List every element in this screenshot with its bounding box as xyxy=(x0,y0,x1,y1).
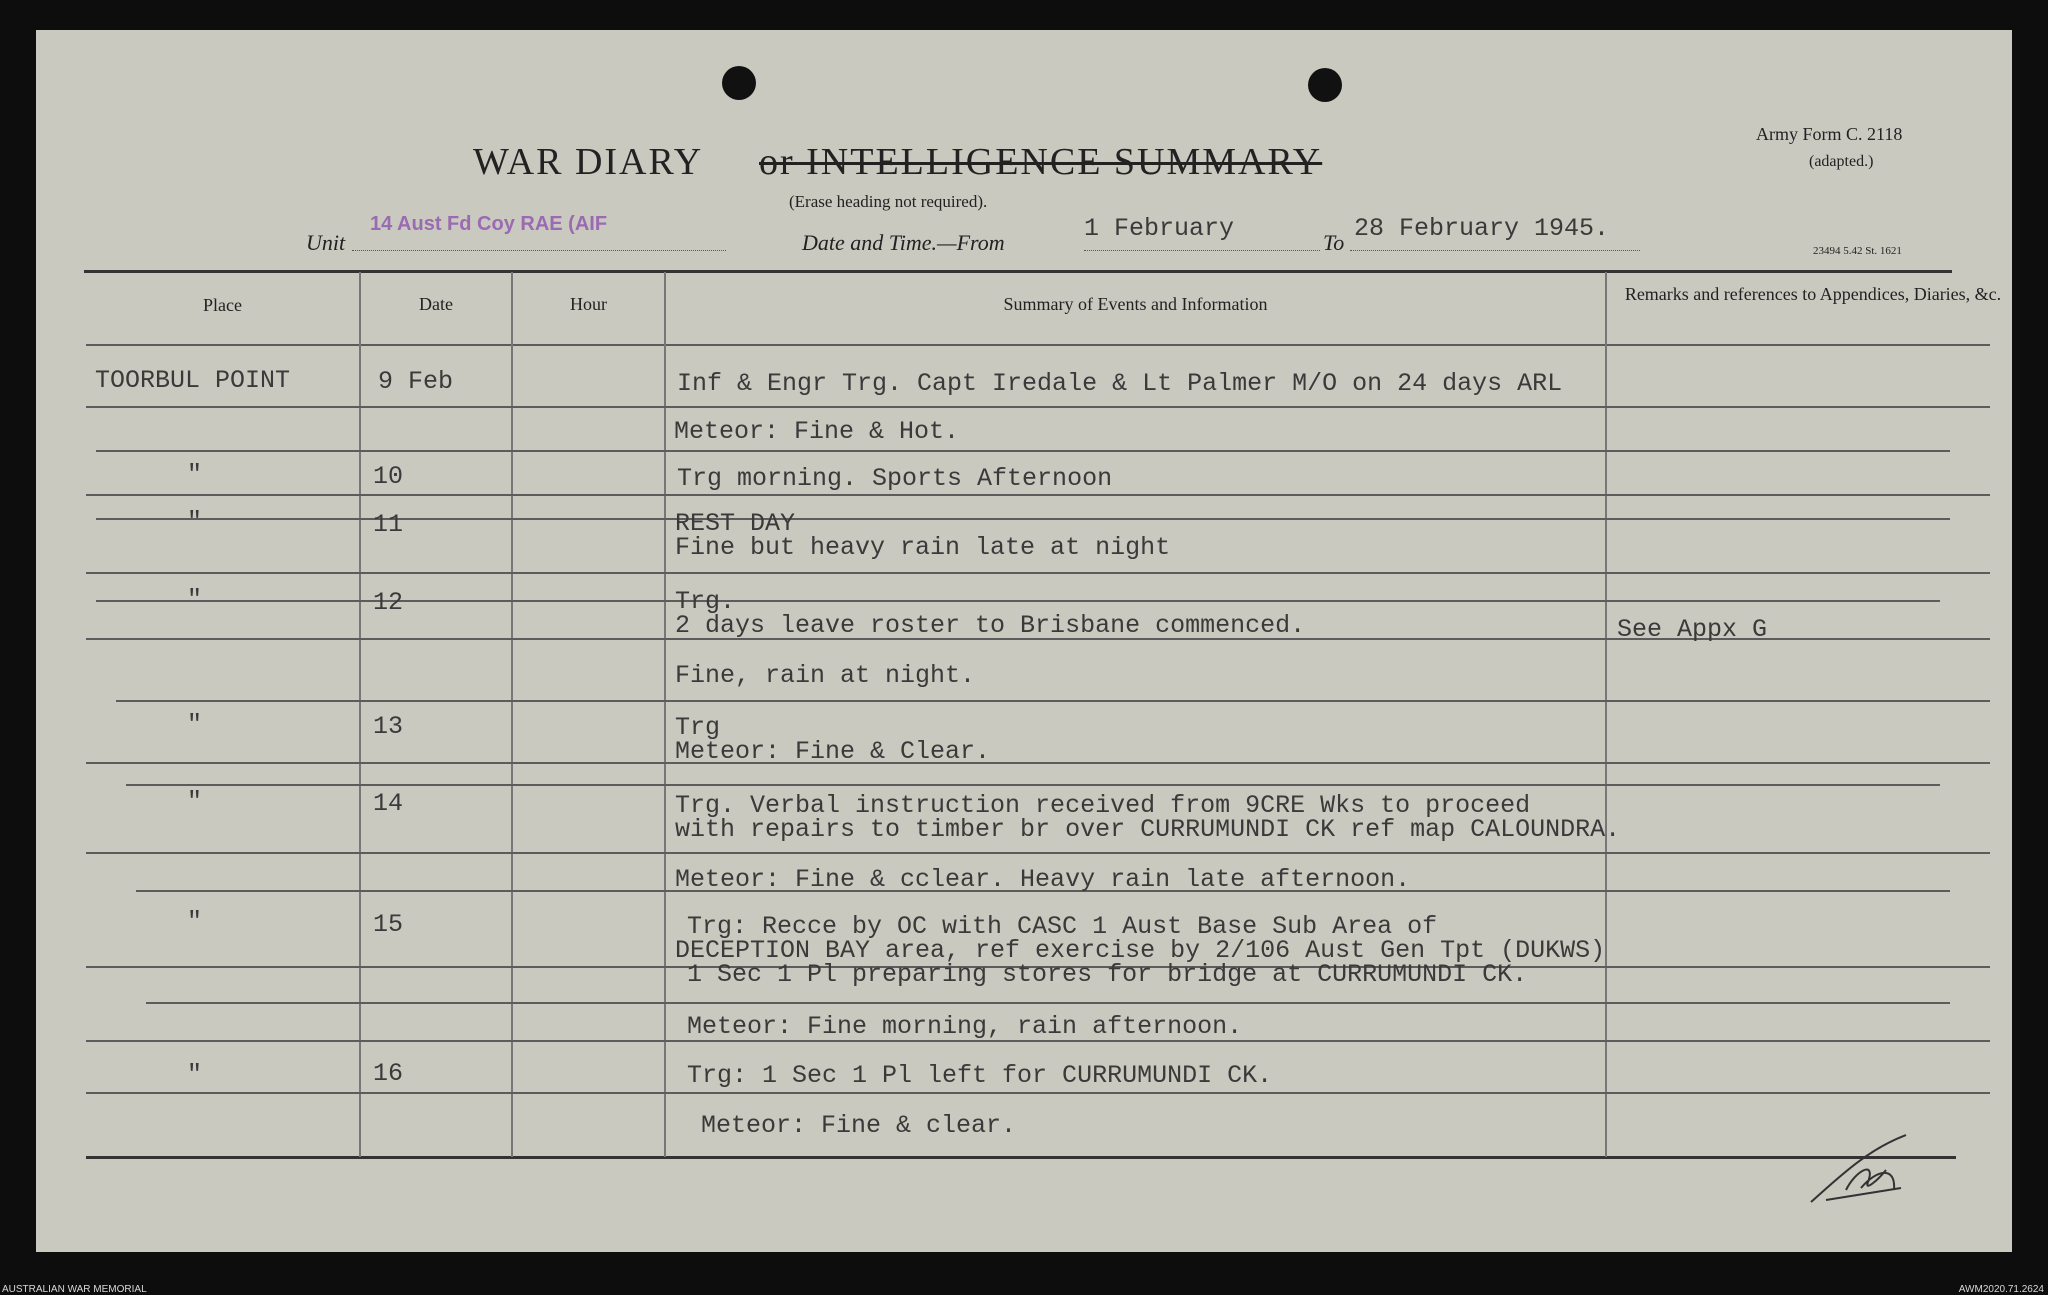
entry-date: 13 xyxy=(373,712,404,741)
column-header-summary: Summary of Events and Information xyxy=(1003,294,1268,314)
column-header-date: Date xyxy=(419,294,453,314)
entry-date: 10 xyxy=(373,462,404,491)
entry-summary-line: Meteor: Fine & clear. xyxy=(701,1111,1017,1140)
column-header-hour: Hour xyxy=(570,294,607,314)
adapted-label: (adapted.) xyxy=(1809,153,1874,170)
footer-right: AWM2020.71.2624 xyxy=(1958,1284,2044,1295)
column-header-place: Place xyxy=(203,295,242,315)
table-bottom-rule xyxy=(86,1156,1956,1159)
entry-place: " xyxy=(187,787,203,816)
punch-hole-right xyxy=(1308,68,1342,102)
entry-date: 14 xyxy=(373,789,404,818)
entry-summary-line: Trg. Verbal instruction received from 9CRE Wks to proceed xyxy=(675,791,1531,820)
entry-place: " xyxy=(187,907,203,936)
entry-summary-line: with repairs to timber br over CURRUMUNDI CK ref map CALOUNDRA. xyxy=(675,815,1621,844)
entry-summary-line: Meteor: Fine & Clear. xyxy=(675,737,991,766)
entry-date: 15 xyxy=(373,910,404,939)
entry-summary-line: Meteor: Fine & Hot. xyxy=(674,417,960,446)
column-divider-2 xyxy=(511,272,513,1157)
row-rule xyxy=(96,450,1950,452)
from-date: 1 February xyxy=(1084,214,1235,243)
entry-summary-line: Trg morning. Sports Afternoon xyxy=(677,464,1113,493)
entry-place: " xyxy=(187,507,203,536)
entry-summary-line: Meteor: Fine morning, rain afternoon. xyxy=(687,1012,1243,1041)
entry-date: 9 Feb xyxy=(378,367,454,396)
unit-label: Unit xyxy=(306,230,346,255)
column-divider-4 xyxy=(1605,272,1607,1157)
to-dotted-line xyxy=(1350,250,1640,251)
signature-mark xyxy=(1806,1130,1916,1210)
entry-place: TOORBUL POINT xyxy=(95,366,291,395)
date-time-label: Date and Time.—From xyxy=(802,230,1005,255)
row-rule xyxy=(86,572,1990,574)
row-rule xyxy=(126,784,1940,786)
entry-place: " xyxy=(187,585,203,614)
entry-place: " xyxy=(187,460,203,489)
entry-place: " xyxy=(187,1060,203,1089)
row-rule xyxy=(116,700,1990,702)
unit-dotted-line xyxy=(352,250,726,251)
entry-summary-line: 1 Sec 1 Pl preparing stores for bridge at CURRUMUNDI CK. xyxy=(687,960,1528,989)
entry-summary-line: Trg: Recce by OC with CASC 1 Aust Base Sub Area of xyxy=(687,912,1438,941)
punch-hole-left xyxy=(722,66,756,100)
column-divider-3 xyxy=(664,272,666,1157)
entry-summary-line: 2 days leave roster to Brisbane commenced. xyxy=(675,611,1306,640)
entry-summary-line: REST DAY xyxy=(675,509,796,538)
row-rule xyxy=(86,762,1990,764)
row-rule xyxy=(86,406,1990,408)
form-title: WAR DIARY xyxy=(473,141,704,183)
footer-left: AUSTRALIAN WAR MEMORIAL xyxy=(2,1284,147,1295)
entry-summary-line: Fine but heavy rain late at night xyxy=(675,533,1171,562)
header-bottom-rule xyxy=(86,344,1990,346)
row-rule xyxy=(86,852,1990,854)
row-rule xyxy=(146,1002,1950,1004)
unit-stamp: 14 Aust Fd Coy RAE (AIF xyxy=(370,213,608,235)
row-rule xyxy=(86,494,1990,496)
struck-title: or INTELLIGENCE SUMMARY xyxy=(759,141,1323,183)
entry-place: " xyxy=(187,710,203,739)
entry-summary-line: Trg. xyxy=(675,587,736,616)
row-rule xyxy=(86,1092,1990,1094)
table-top-rule xyxy=(84,270,1952,273)
entry-remarks: See Appx G xyxy=(1617,615,1768,644)
diary-sheet xyxy=(36,30,2012,1252)
from-dotted-line xyxy=(1084,250,1320,251)
entry-date: 16 xyxy=(373,1059,404,1088)
erase-note: (Erase heading not required). xyxy=(789,192,988,211)
army-form-number: Army Form C. 2118 xyxy=(1756,124,1903,144)
column-header-remarks: Remarks and references to Appendices, Diaries, &c. xyxy=(1624,284,2002,304)
print-code: 23494 5.42 St. 1621 xyxy=(1813,245,1902,257)
entry-summary-line: Fine, rain at night. xyxy=(675,661,976,690)
entry-summary-line: Meteor: Fine & cclear. Heavy rain late afternoon. xyxy=(675,865,1411,894)
entry-summary-line: Inf & Engr Trg. Capt Iredale & Lt Palmer M/O on 24 days ARL xyxy=(677,369,1563,398)
entry-summary-line: Trg: 1 Sec 1 Pl left for CURRUMUNDI CK. xyxy=(687,1061,1273,1090)
entry-date: 11 xyxy=(373,510,404,539)
entry-summary-line: DECEPTION BAY area, ref exercise by 2/106 Aust Gen Tpt (DUKWS) xyxy=(675,936,1606,965)
column-divider-1 xyxy=(359,272,361,1157)
entry-date: 12 xyxy=(373,588,404,617)
to-label: To xyxy=(1323,230,1345,255)
entry-summary-line: Trg xyxy=(675,713,721,742)
to-date: 28 February 1945. xyxy=(1354,214,1610,243)
